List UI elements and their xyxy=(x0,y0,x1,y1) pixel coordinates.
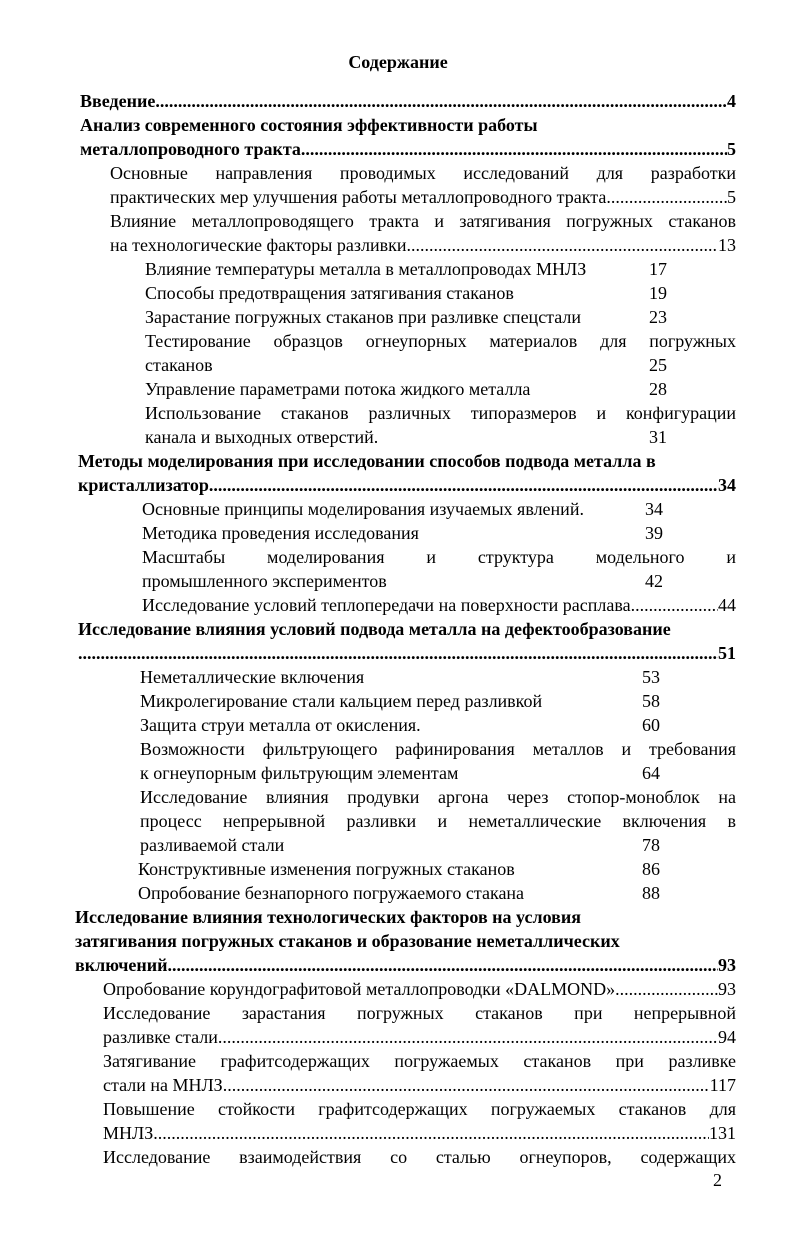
toc-entry-page: 19 xyxy=(649,283,667,303)
toc-entry[interactable] xyxy=(140,785,736,809)
toc-entry-text: Анализ современного состояния эффективности работы xyxy=(80,115,538,135)
toc-entry[interactable] xyxy=(78,617,736,641)
toc-entry[interactable] xyxy=(103,1121,736,1145)
toc-entry[interactable] xyxy=(140,737,736,761)
toc-entry-page: 60 xyxy=(642,715,660,735)
toc-entry[interactable] xyxy=(140,689,736,713)
toc-entry[interactable] xyxy=(142,593,736,617)
toc-entry-text: Исследование влияния условий подвода металла на дефектообразование xyxy=(78,619,671,639)
toc-entry-text: Исследование взаимодействия со сталью огнеупоров, содержащих xyxy=(103,1147,736,1167)
toc-entry-page: 5 xyxy=(727,187,736,207)
toc-entry-text: Управление параметрами потока жидкого металла xyxy=(145,379,531,399)
toc-entry[interactable] xyxy=(142,569,736,593)
toc-entry-text: Масштабы моделирования и структура модельного и xyxy=(142,547,736,567)
toc-entry-page: 17 xyxy=(649,259,667,279)
toc-entry[interactable] xyxy=(80,113,736,137)
toc-entry-page: 31 xyxy=(649,427,667,447)
toc-entry-page: 88 xyxy=(642,883,660,903)
toc-entry-text: Основные направления проводимых исследований для разработки xyxy=(110,163,736,183)
toc-entry[interactable] xyxy=(140,761,736,785)
toc-entry[interactable] xyxy=(145,281,736,305)
toc-entry-text: стали на МНЛЗ xyxy=(103,1075,223,1095)
toc-entry-page: 34 xyxy=(645,499,663,519)
toc-entry[interactable] xyxy=(110,209,736,233)
toc-entry-text: Возможности фильтрующего рафинирования металлов и требования xyxy=(140,739,736,759)
toc-entry[interactable] xyxy=(140,809,736,833)
toc-entry-text: Тестирование образцов огнеупорных материалов для погружных xyxy=(145,331,736,351)
toc-entry[interactable] xyxy=(142,521,736,545)
toc-entry[interactable] xyxy=(103,1025,736,1049)
toc-entry[interactable] xyxy=(103,1049,736,1073)
toc-entry-page: 42 xyxy=(645,571,663,591)
toc-entry[interactable] xyxy=(80,89,736,113)
toc-entry-text: затягивания погружных стаканов и образование неметаллических xyxy=(75,931,620,951)
toc-entry-text: Опробование корундографитовой металлопроводки «DALMOND» xyxy=(103,979,616,999)
toc-entry-text: Повышение стойкости графитсодержащих погружаемых стаканов для xyxy=(103,1099,736,1119)
toc-entry-text: Использование стаканов различных типоразмеров и конфигурации xyxy=(145,403,736,423)
toc-entry[interactable] xyxy=(78,449,736,473)
toc-entry[interactable] xyxy=(145,305,736,329)
toc-entry-text: Методика проведения исследования xyxy=(142,523,419,543)
toc-entry[interactable] xyxy=(110,233,736,257)
toc-entry-text: Способы предотвращения затягивания стаканов xyxy=(145,283,514,303)
toc-entry[interactable] xyxy=(140,665,736,689)
toc-entry[interactable] xyxy=(140,833,736,857)
toc-entry-page: 86 xyxy=(642,859,660,879)
toc-entry-page: 51 xyxy=(718,643,736,663)
toc-entry[interactable] xyxy=(75,953,736,977)
toc-entry[interactable] xyxy=(145,425,736,449)
toc-entry[interactable] xyxy=(138,881,736,905)
toc-entry-page: 23 xyxy=(649,307,667,327)
toc-entry-page: 44 xyxy=(718,595,736,615)
toc-entry[interactable] xyxy=(140,713,736,737)
toc-entry-text: Затягивание графитсодержащих погружаемых стаканов при разливке xyxy=(103,1051,736,1071)
page-number: 2 xyxy=(713,1170,722,1190)
toc-entry[interactable] xyxy=(145,401,736,425)
toc-entry[interactable] xyxy=(103,977,736,1001)
toc-entry-text: промышленного экспериментов xyxy=(142,571,387,591)
toc-entry-page: 131 xyxy=(709,1123,736,1143)
toc-entry[interactable] xyxy=(110,185,736,209)
toc-entry-text: разливке стали xyxy=(103,1027,218,1047)
toc-entry-page: 117 xyxy=(709,1075,736,1095)
toc-entry-text: кристаллизатор. xyxy=(78,475,214,495)
toc-entry-text: стаканов xyxy=(145,355,213,375)
toc-entry-page: 93 xyxy=(718,955,736,975)
toc-entry-text: канала и выходных отверстий. xyxy=(145,427,379,447)
toc-entry[interactable] xyxy=(80,137,736,161)
toc-entry-page: 4 xyxy=(727,91,736,111)
toc-entry-text: Методы моделирования при исследовании способов подвода металла в xyxy=(78,451,656,471)
toc-entry[interactable] xyxy=(103,1097,736,1121)
toc-entry[interactable] xyxy=(103,1145,736,1169)
toc-entry-page: 94 xyxy=(718,1027,736,1047)
toc-entry-page: 39 xyxy=(645,523,663,543)
toc-entry-text: МНЛЗ xyxy=(103,1123,154,1143)
toc-entry-text: Микролегирование стали кальцием перед разливкой xyxy=(140,691,543,711)
toc-entry-text: практических мер улучшения работы металлопроводного тракта xyxy=(110,187,607,207)
page-title: Содержание xyxy=(348,52,448,72)
toc-entry-text: Опробование безнапорного погружаемого стакана xyxy=(138,883,525,903)
toc-entry-page: 58 xyxy=(642,691,660,711)
toc-entry-page: 25 xyxy=(649,355,667,375)
toc-entry-text: Конструктивные изменения погружных стаканов xyxy=(138,859,515,879)
toc-entry-page: 28 xyxy=(649,379,667,399)
toc-entry[interactable] xyxy=(142,497,736,521)
toc-entry[interactable] xyxy=(103,1073,736,1097)
toc-entry-text: Исследование влияния технологических факторов на условия xyxy=(75,907,581,927)
toc-entry-text: Исследование влияния продувки аргона через стопор-моноблок на xyxy=(140,787,736,807)
toc-entry[interactable] xyxy=(145,377,736,401)
toc-entry-page: 5 xyxy=(727,139,736,159)
toc-entry-page: 93 xyxy=(718,979,736,999)
toc-entry-text: Исследование условий теплопередачи на поверхности расплава xyxy=(142,595,631,615)
toc-entry-page: 13 xyxy=(718,235,736,255)
toc-entry-text: Влияние металлопроводящего тракта и затягивания погружных стаканов xyxy=(110,211,736,231)
toc-entry[interactable] xyxy=(145,329,736,353)
toc-entry-text: Зарастание погружных стаканов при разливке спецстали xyxy=(145,307,582,327)
toc-entry[interactable] xyxy=(78,473,736,497)
toc-entry-text: включений xyxy=(75,955,168,975)
toc-entry-text: Неметаллические включения xyxy=(140,667,365,687)
toc-entry[interactable] xyxy=(145,257,736,281)
toc-entry-text: Защита струи металла от окисления. xyxy=(140,715,421,735)
toc-entry-page: 64 xyxy=(642,763,660,783)
toc-entry-text: к огнеупорным фильтрующим элементам xyxy=(140,763,459,783)
toc-entry[interactable] xyxy=(138,857,736,881)
toc-entry-text: Исследование зарастания погружных стаканов при непрерывной xyxy=(103,1003,736,1023)
toc-entry-text: Влияние температуры металла в металлопроводах МНЛЗ xyxy=(145,259,587,279)
toc-entry[interactable] xyxy=(103,1001,736,1025)
toc-entry-page: 53 xyxy=(642,667,660,687)
toc-entry[interactable] xyxy=(142,545,736,569)
toc-entry[interactable] xyxy=(75,929,736,953)
toc-entry-text: на технологические факторы разливки xyxy=(110,235,407,255)
toc-entry[interactable] xyxy=(110,161,736,185)
toc-entry-text: разливаемой стали xyxy=(140,835,285,855)
toc-entry-page: 78 xyxy=(642,835,660,855)
toc-entry-text: процесс непрерывной разливки и неметаллические включения в xyxy=(140,811,736,831)
toc-entry[interactable] xyxy=(145,353,736,377)
toc-entry-text: металлопроводного тракта xyxy=(80,139,301,159)
toc-entry-page: 34 xyxy=(718,475,736,495)
toc-entry[interactable] xyxy=(75,905,736,929)
toc-entry[interactable] xyxy=(78,641,736,665)
toc-entry-text: Основные принципы моделирования изучаемых явлений. xyxy=(142,499,584,519)
toc-entry-text: Введение xyxy=(80,91,156,111)
